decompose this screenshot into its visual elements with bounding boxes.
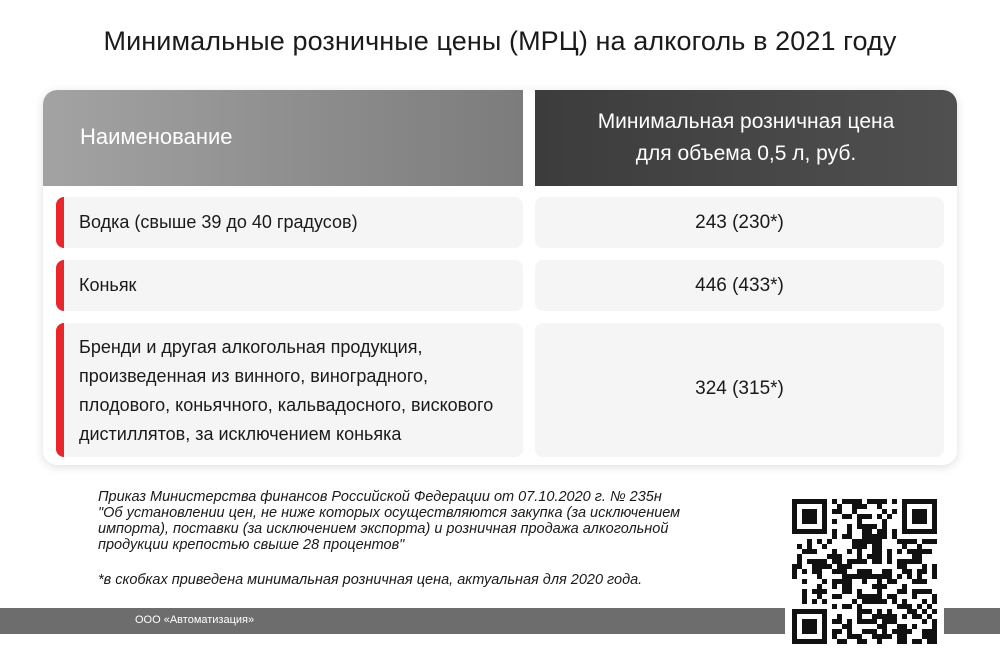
header-price-label-line2: для объема 0,5 л, руб. (635, 142, 857, 165)
qr-code-icon (792, 499, 937, 644)
table-row-price (535, 197, 944, 248)
table-row-name (56, 197, 523, 248)
price-table (43, 90, 957, 465)
row-name-brandy (79, 333, 493, 449)
legal-reference (98, 489, 680, 553)
legal-reference-line: продукции крепостью свыше 28 процентов" (98, 537, 405, 553)
row-name-cognac: Коньяк (79, 275, 137, 295)
row-name-vodka: Водка (свыше 39 до 40 градусов) (79, 212, 358, 232)
footer-company: ООО «Автоматизация» (135, 614, 255, 626)
table-row-price (535, 260, 944, 311)
row-price-brandy: 324 (315*) (695, 378, 784, 399)
legal-reference-line: "Об установлении цен, не ниже которых осуществляются закупка (за исключением (98, 505, 681, 521)
row-accent-bar (56, 260, 64, 311)
row-name-brandy-line: дистиллятов, за исключением коньяка (79, 424, 402, 444)
row-name-brandy-line: Бренди и другая алкогольная продукция, (79, 337, 423, 357)
footer-bar-right (944, 608, 1000, 634)
price-note: *в скобках приведена минимальная розничная цена, актуальная для 2020 года. (98, 572, 643, 588)
table-row-name (56, 260, 523, 311)
row-accent-bar (56, 323, 64, 457)
header-name-label: Наименование (80, 124, 233, 149)
page-title: Минимальные розничные цены (МРЦ) на алкоголь в 2021 году (103, 26, 897, 56)
footer-bar (0, 608, 785, 634)
row-name-brandy-line: произведенная из винного, виноградного, (79, 366, 428, 386)
table-row-price (535, 323, 944, 457)
row-name-brandy-line: плодового, коньячного, кальвадосного, вискового (79, 395, 494, 415)
table-row-name (56, 323, 523, 457)
header-name-cell (43, 90, 523, 186)
row-accent-bar (56, 197, 64, 248)
legal-reference-line: Приказ Министерства финансов Российской Федерации от 07.10.2020 г. № 235н (98, 489, 662, 505)
header-price-label-line1: Минимальная розничная цена (597, 110, 895, 133)
row-price-cognac: 446 (433*) (695, 275, 784, 296)
legal-reference-line: импорта), поставки (за исключением экспорта) и розничная продажа алкогольной (98, 521, 669, 537)
qr-code-graphic (792, 499, 937, 644)
row-price-vodka: 243 (230*) (695, 212, 784, 233)
header-price-cell (535, 90, 957, 186)
